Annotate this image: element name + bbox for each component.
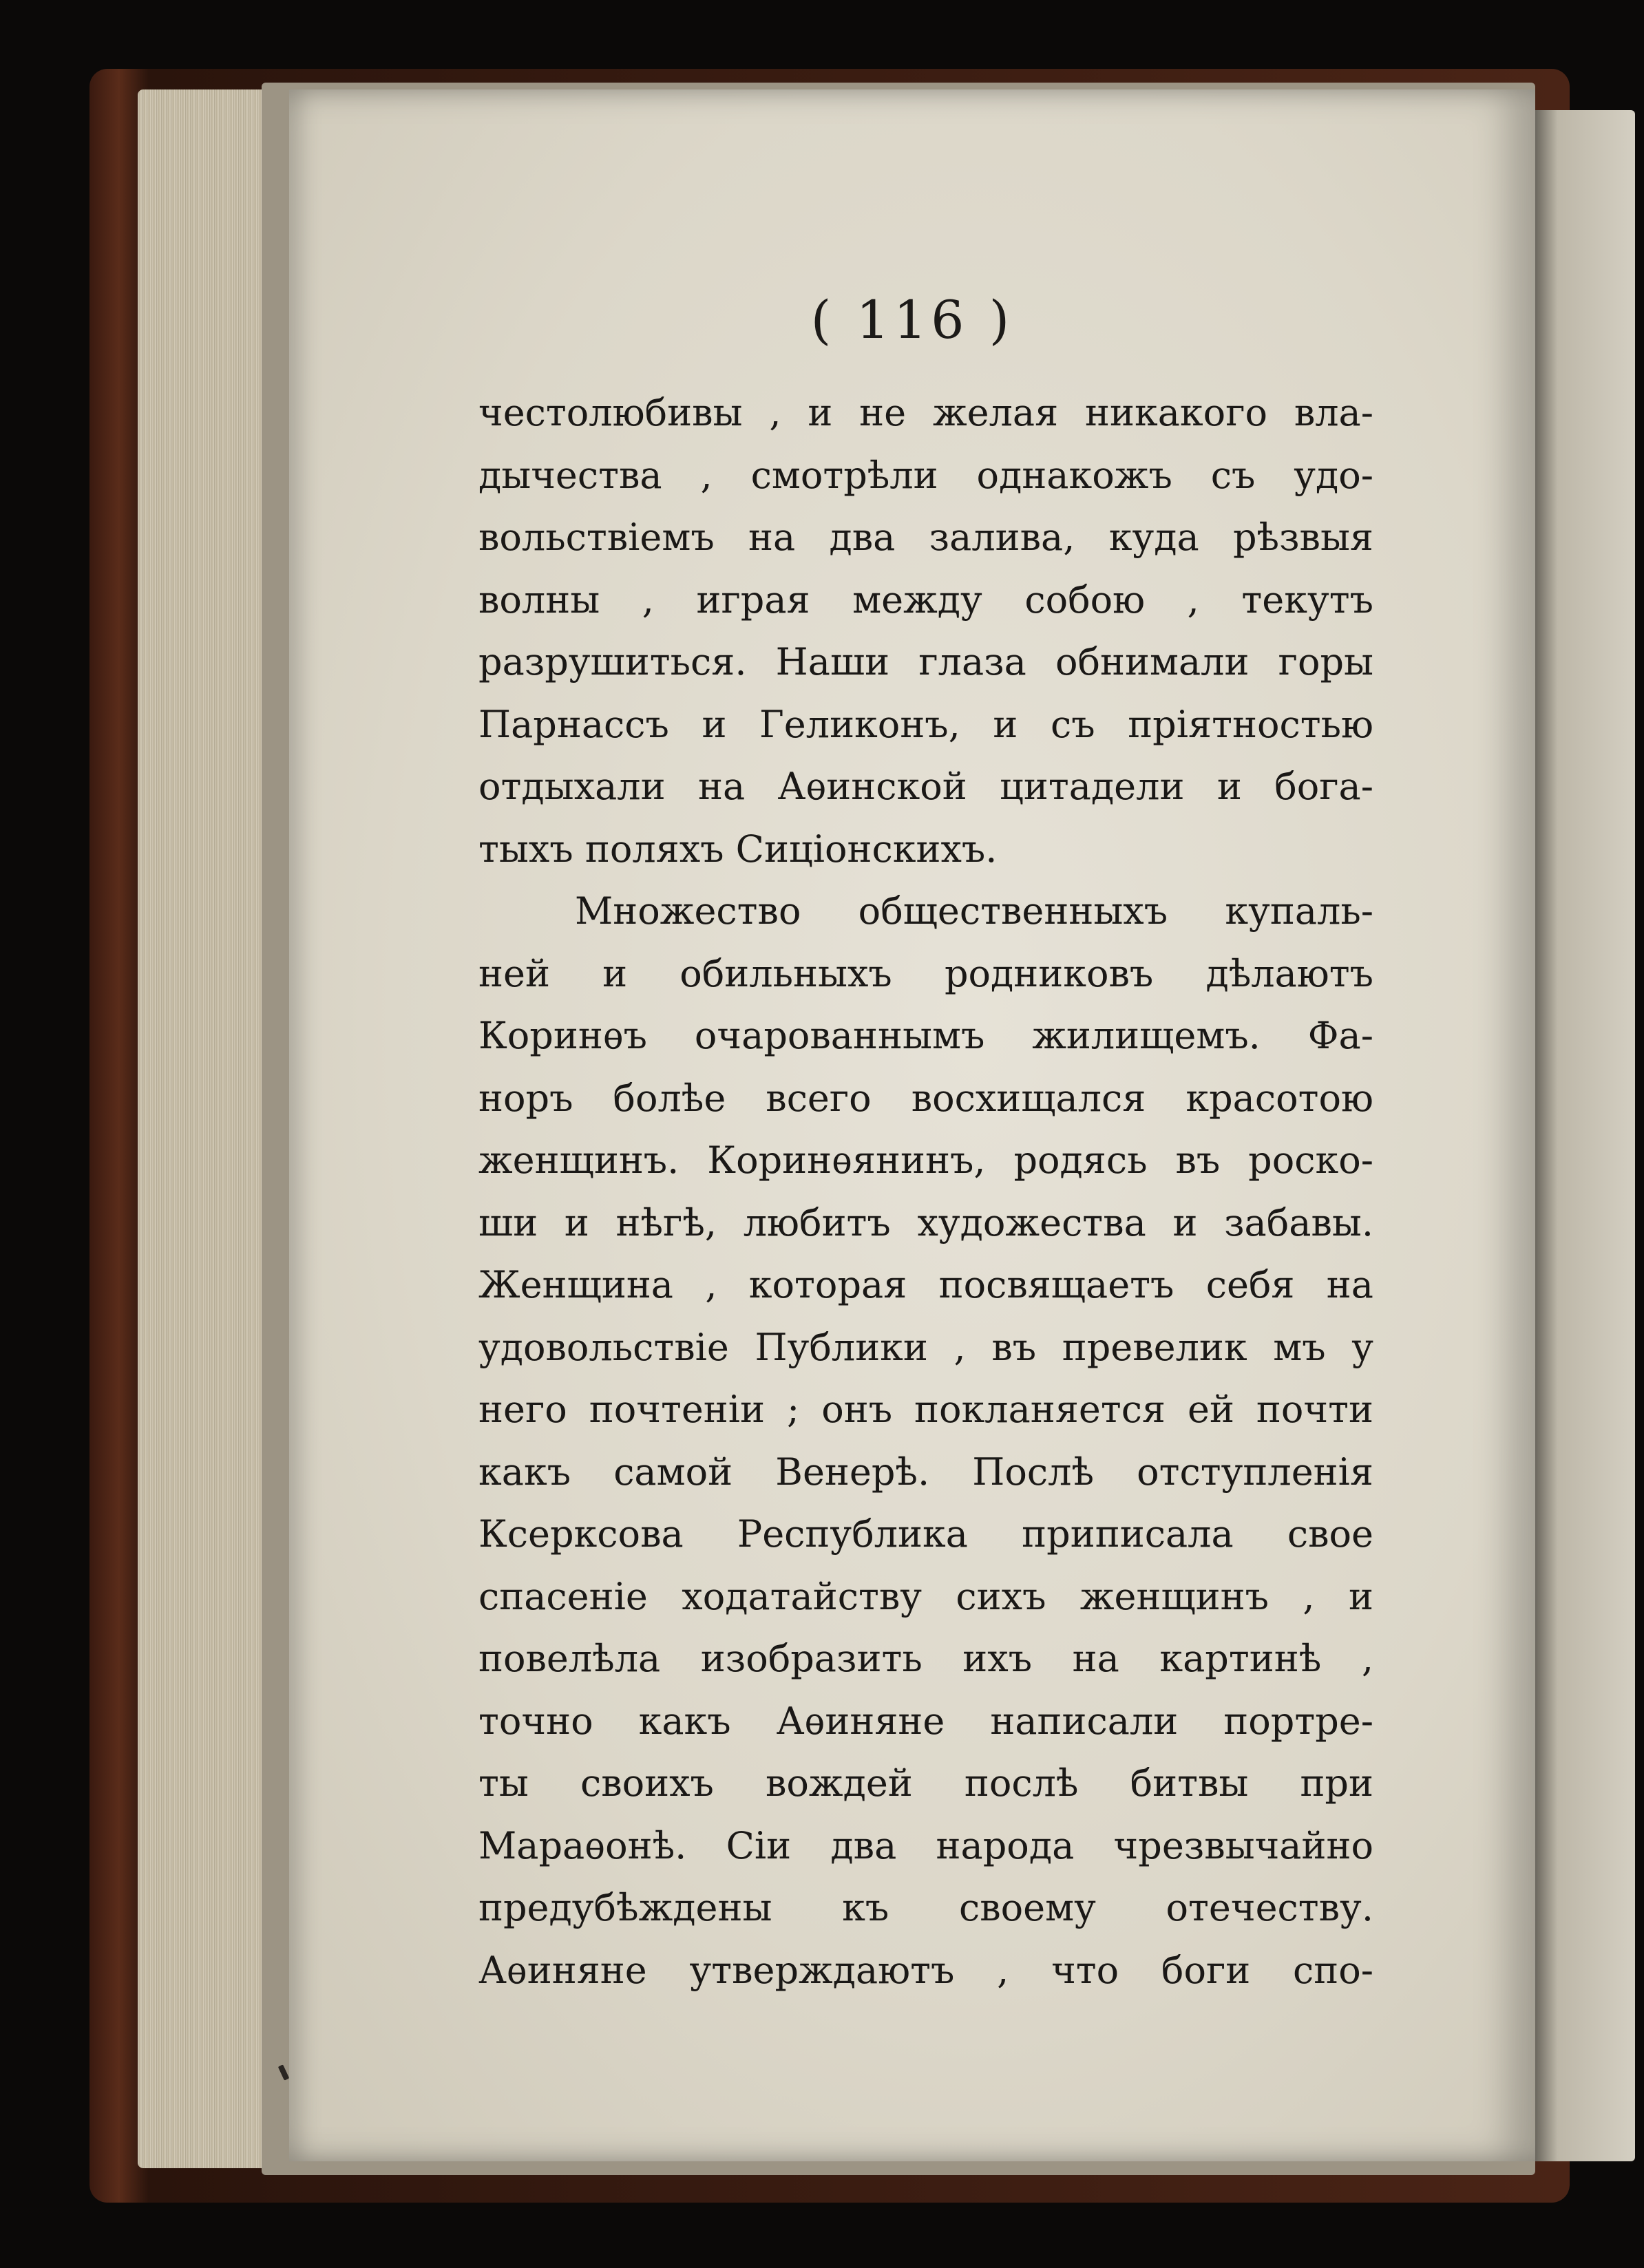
text-line: честолюбивы , и не желая никакого вла- <box>478 391 1373 434</box>
text-line: Множество общественныхъ купаль- <box>575 889 1373 933</box>
page-text <box>478 382 1373 2002</box>
text-line: предубѣждены къ своему отечеству. <box>478 1886 1373 1929</box>
text-line: ней и обильныхъ родниковъ дѣлаютъ <box>478 951 1373 995</box>
text-line: точно какъ Аѳиняне написали портре- <box>478 1699 1373 1743</box>
text-line: разрушиться. Наши глаза обнимали горы <box>478 640 1373 683</box>
text-line: норъ болѣе всего восхищался красотою <box>478 1076 1373 1120</box>
text-line: какъ самой Венерѣ. Послѣ отступленія <box>478 1450 1373 1494</box>
text-line: женщинъ. Коринѳянинъ, родясь въ роско- <box>478 1138 1373 1182</box>
text-line: волны , играя между собою , текутъ <box>478 577 1373 622</box>
text-line: вольствіемъ на два залива, куда рѣзвыя <box>478 516 1373 559</box>
text-line: повелѣла изобразить ихъ на картинѣ , <box>478 1637 1373 1680</box>
text-line: спасеніе ходатайству сихъ женщинъ , и <box>478 1574 1373 1618</box>
text-line: удовольствіе Публики , въ превелик мъ у <box>478 1325 1373 1369</box>
book-page <box>289 89 1535 2161</box>
text-line: тыхъ поляхъ Сиціонскихъ. <box>478 827 998 871</box>
text-line: Парнассъ и Геликонъ, и съ пріятностью <box>478 702 1373 746</box>
text-line: Ксерксова Республика приписала свое <box>478 1512 1373 1556</box>
text-line: отдыхали на Аѳинской цитадели и бога- <box>478 765 1373 808</box>
text-line: ты своихъ вождей послѣ битвы при <box>478 1761 1373 1805</box>
facing-page-edge <box>1532 110 1635 2161</box>
text-line: Коринѳъ очарованнымъ жилищемъ. Фа- <box>478 1014 1373 1057</box>
text-line: Женщина , которая посвящаетъ себя на <box>478 1263 1373 1306</box>
text-line: Мараѳонѣ. Сіи два народа чрезвычайно <box>478 1823 1373 1867</box>
text-line: Аѳиняне утверждаютъ , что боги спо- <box>478 1948 1373 1992</box>
text-line: ши и нѣгѣ, любитъ художества и забавы. <box>478 1200 1373 1244</box>
text-line: дычества , смотрѣли однакожъ съ удо- <box>478 453 1373 497</box>
text-line: него почтеніи ; онъ покланяется ей почти <box>478 1388 1373 1431</box>
page-number: ( 116 ) <box>810 289 1014 350</box>
